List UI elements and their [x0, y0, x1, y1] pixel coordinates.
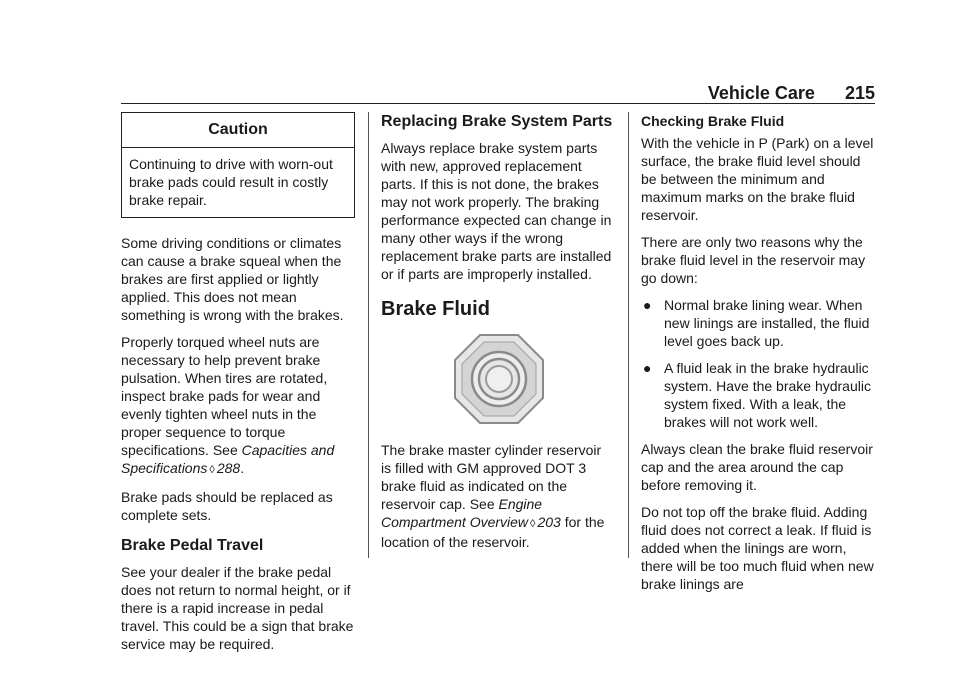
subheading-replacing-parts: Replacing Brake System Parts: [381, 113, 613, 130]
caution-text: Continuing to drive with worn-out brake pads could result in costly brake repair.: [129, 156, 333, 208]
paragraph-end: .: [240, 460, 245, 476]
page-reference-arrow-icon: ◊: [209, 464, 215, 476]
paragraph-end: for the location of the reservoir.: [381, 514, 605, 550]
section-heading-brake-fluid: Brake Fluid: [381, 298, 490, 320]
brake-fluid-reservoir-cap-icon: [381, 331, 613, 427]
subheading-brake-pedal-travel: Brake Pedal Travel: [121, 537, 264, 554]
paragraph-text: The brake master cylinder reservoir is filled with GM approved DOT 3 brake fluid as indicated on the reservoir cap. See: [381, 442, 602, 512]
cross-reference-link[interactable]: Engine Compartment Overview: [381, 496, 543, 530]
column-divider: [628, 112, 629, 558]
column-divider: [368, 112, 369, 558]
list-item-text: A fluid leak in the brake hydraulic system. Have the brake hydraulic system fixed. With a leak, the brakes will not work well.: [664, 360, 871, 430]
caution-box: [121, 112, 355, 218]
page-number: 215: [844, 83, 875, 103]
paragraph: Always replace brake system parts with new, approved replacement parts. If this is not done, the brakes may not work properly. The braking performance expected can change in many other ways if the wrong replacement brake parts are installed or if parts are improperly installed.: [381, 140, 612, 282]
paragraph: There are only two reasons why the brake fluid level in the reservoir may go down:: [641, 234, 866, 286]
paragraph-text: Properly torqued wheel nuts are necessary to help prevent brake pulsation. When tires are rotated, inspect brake pads for wear and evenly tighten wheel nuts in the proper sequence to torque specifications. See: [121, 334, 328, 458]
bullet-icon: ●: [643, 360, 652, 376]
bullet-icon: ●: [643, 297, 652, 313]
list-item: [641, 359, 875, 431]
caution-title: Caution: [122, 113, 354, 148]
page-reference[interactable]: 203: [537, 514, 561, 530]
page-reference[interactable]: 288: [216, 460, 241, 476]
page-header: [121, 83, 875, 104]
list-item-text: Normal brake lining wear. When new linings are installed, the fluid level goes back up.: [664, 297, 870, 349]
paragraph: [381, 441, 613, 551]
paragraph: Some driving conditions or climates can cause a brake squeal when the brakes are first applied or lightly applied. This does not mean something is wrong with the brakes.: [121, 235, 344, 323]
paragraph: With the vehicle in P (Park) on a level surface, the brake fluid level should be between the minimum and maximum marks on the brake fluid reservoir.: [641, 135, 874, 223]
paragraph: [121, 333, 355, 479]
list-item: [641, 296, 875, 350]
paragraph: Always clean the brake fluid reservoir cap and the area around the cap before removing it.: [641, 441, 873, 493]
cross-reference-link[interactable]: Capacities and Specifications: [121, 442, 335, 476]
paragraph: Do not top off the brake fluid. Adding fluid does not correct a leak. If fluid is added when the linings are worn, there will be too much fluid when new brake linings are: [641, 504, 874, 592]
header-title: Vehicle Care: [707, 83, 815, 103]
page-reference-arrow-icon: ◊: [530, 518, 536, 530]
column-middle: [381, 112, 613, 560]
paragraph: Brake pads should be replaced as complete sets.: [121, 489, 333, 523]
bullet-list: [641, 296, 875, 431]
column-left: [121, 112, 355, 662]
paragraph-heading-checking-brake-fluid: Checking Brake Fluid: [641, 113, 785, 129]
paragraph: See your dealer if the brake pedal does not return to normal height, or if there is a rapid increase in pedal travel. This could be a sign that brake service may be required.: [121, 564, 354, 652]
column-right: [641, 112, 875, 602]
